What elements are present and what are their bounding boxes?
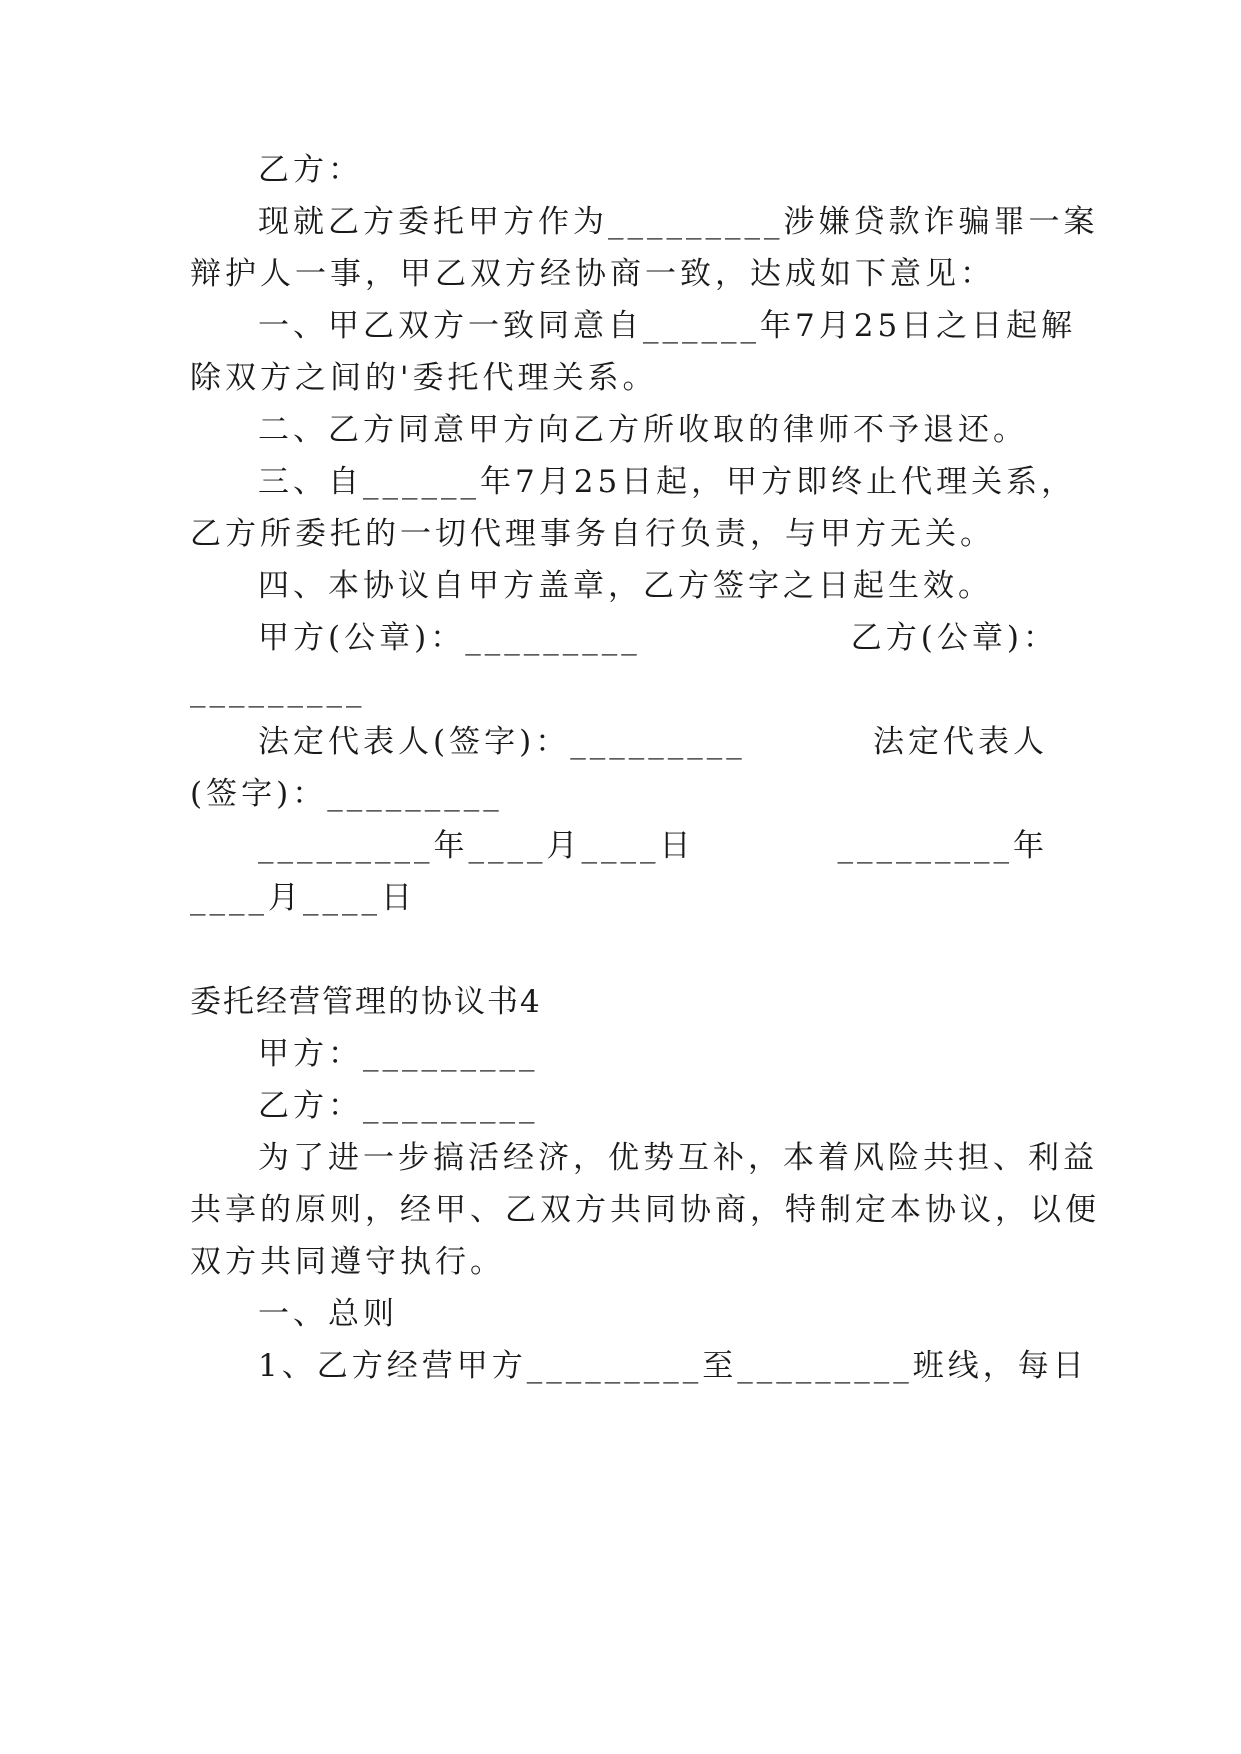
- paragraph-line: 辩护人一事，甲乙双方经协商一致，达成如下意见：: [190, 256, 995, 292]
- party-a-seal-field: 甲方(公章)：_________: [258, 620, 641, 656]
- party-a-field: 甲方：_________: [258, 1036, 539, 1072]
- legal-rep-row: [258, 722, 1058, 762]
- party-b-label: 乙方：: [258, 152, 363, 188]
- article-1-line: 1、乙方经营甲方_________至_________班线，每日: [258, 1348, 1088, 1384]
- section-title: 委托经营管理的协议书4: [190, 984, 542, 1020]
- general-provisions-heading: 一、总则: [258, 1296, 398, 1332]
- party-b-legal-rep-label: 法定代表人: [873, 724, 1048, 760]
- signature-seal-row: [258, 618, 1058, 658]
- clause-3-line: 乙方所委托的一切代理事务自行负责，与甲方无关。: [190, 516, 995, 552]
- legal-rep-sign-field: (签字)：_________: [190, 776, 503, 812]
- clause-2-line: 二、乙方同意甲方向乙方所收取的律师不予退还。: [258, 412, 1028, 448]
- party-a-date-field: _________年____月____日: [258, 828, 695, 864]
- blank-line: _________: [190, 672, 366, 708]
- intro-line: 双方共同遵守执行。: [190, 1244, 505, 1280]
- clause-1-line: 一、甲乙双方一致同意自______年7月25日之日起解: [258, 308, 1077, 344]
- date-row: [258, 826, 1058, 866]
- intro-line: 为了进一步搞活经济，优势互补，本着风险共担、利益: [258, 1140, 1098, 1176]
- party-b-field: 乙方：_________: [258, 1088, 539, 1124]
- clause-3-line: 三、自______年7月25日起，甲方即终止代理关系，: [258, 464, 1077, 500]
- party-b-date-year: _________年: [837, 828, 1048, 864]
- paragraph-line: 现就乙方委托甲方作为_________涉嫌贷款诈骗罪一案: [258, 204, 1099, 240]
- party-b-date-month-day: ____月____日: [190, 880, 416, 916]
- clause-1-line: 除双方之间的'委托代理关系。: [190, 360, 658, 396]
- intro-line: 共享的原则，经甲、乙双方共同协商，特制定本协议，以便: [190, 1192, 1100, 1228]
- party-a-legal-rep-field: 法定代表人(签字)：_________: [258, 724, 746, 760]
- party-b-seal-field: 乙方(公章)：: [850, 620, 1058, 656]
- clause-4-line: 四、本协议自甲方盖章，乙方签字之日起生效。: [258, 568, 993, 604]
